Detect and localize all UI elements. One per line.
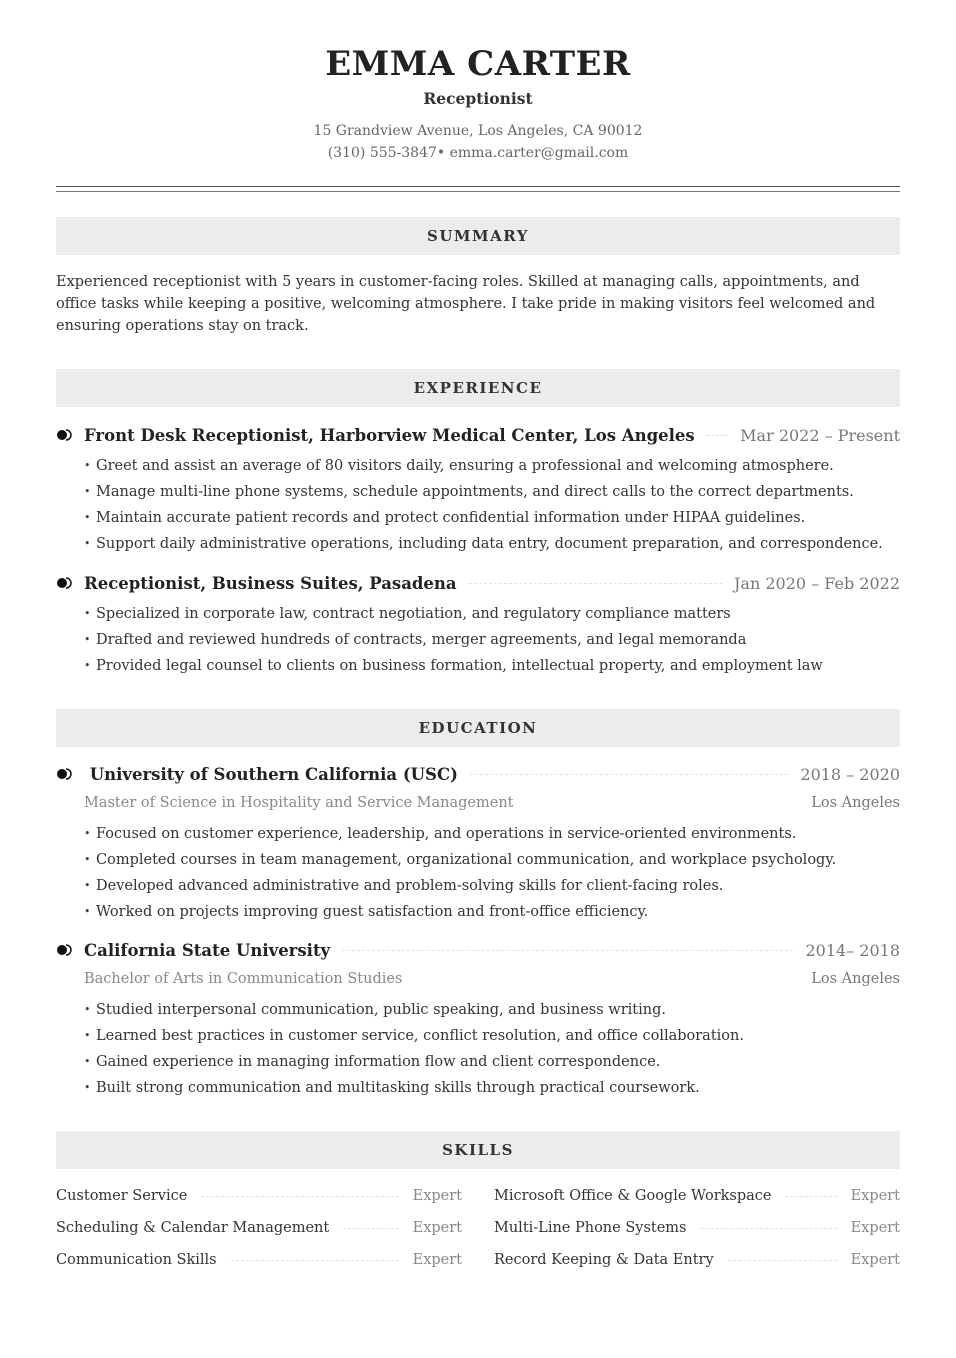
section-header-experience: EXPERIENCE xyxy=(56,369,900,407)
half-filled-circle-icon xyxy=(56,577,72,589)
header-divider-bottom xyxy=(56,191,900,192)
skill-name: Scheduling & Calendar Management xyxy=(56,1220,330,1236)
address: 15 Grandview Avenue, Los Angeles, CA 90012 xyxy=(313,123,643,139)
skill-row xyxy=(494,1217,900,1239)
experience-entry-2 xyxy=(56,571,900,595)
education-school: University of Southern California (USC) xyxy=(84,764,458,784)
dotted-leader xyxy=(343,1228,398,1229)
skill-level: Expert xyxy=(850,1220,900,1236)
dotted-leader xyxy=(701,1228,837,1229)
dotted-leader xyxy=(470,774,788,775)
list-item: • Manage multi-line phone systems, schedule appointments, and direct calls to the correct departments. xyxy=(84,479,900,505)
experience-date: Jan 2020 – Feb 2022 xyxy=(734,573,900,593)
dotted-leader xyxy=(342,950,793,951)
list-item: • Specialized in corporate law, contract negotiation, and regulatory compliance matters xyxy=(84,601,900,627)
skill-row xyxy=(494,1185,900,1207)
experience-title: Front Desk Receptionist, Harborview Medical Center, Los Angeles xyxy=(84,425,695,445)
education-school: California State University xyxy=(84,940,331,960)
candidate-name: EMMA CARTER xyxy=(325,44,631,84)
skill-name: Communication Skills xyxy=(56,1252,217,1268)
education-degree: Bachelor of Arts in Communication Studies xyxy=(84,971,403,987)
list-item: • Developed advanced administrative and problem-solving skills for client-facing roles. xyxy=(84,873,900,899)
skill-name: Customer Service xyxy=(56,1188,188,1204)
list-item: • Built strong communication and multitasking skills through practical coursework. xyxy=(84,1075,900,1101)
skill-level: Expert xyxy=(850,1252,900,1268)
list-item: • Provided legal counsel to clients on business formation, intellectual property, and employment law xyxy=(84,653,900,679)
skill-row xyxy=(494,1249,900,1271)
list-item: • Greet and assist an average of 80 visitors daily, ensuring a professional and welcoming atmosphere. xyxy=(84,453,900,479)
skill-name: Record Keeping & Data Entry xyxy=(494,1252,714,1268)
education-date: 2018 – 2020 xyxy=(800,764,900,784)
list-item: • Studied interpersonal communication, public speaking, and business writing. xyxy=(84,997,900,1023)
skill-row xyxy=(56,1249,462,1271)
education-degree: Master of Science in Hospitality and Service Management xyxy=(84,795,514,811)
skill-level: Expert xyxy=(412,1252,462,1268)
half-filled-circle-icon xyxy=(56,944,72,956)
list-item: • Focused on customer experience, leadership, and operations in service-oriented environments. xyxy=(84,821,900,847)
list-item: • Learned best practices in customer service, conflict resolution, and office collaboration. xyxy=(84,1023,900,1049)
section-header-skills: SKILLS xyxy=(56,1131,900,1169)
list-item: • Completed courses in team management, organizational communication, and workplace psychology. xyxy=(84,847,900,873)
dotted-leader xyxy=(201,1196,398,1197)
experience-1-bullets xyxy=(84,453,900,557)
list-item: • Worked on projects improving guest satisfaction and front-office efficiency. xyxy=(84,899,900,925)
list-item: • Drafted and reviewed hundreds of contracts, merger agreements, and legal memoranda xyxy=(84,627,900,653)
contact-line: (310) 555-3847• emma.carter@gmail.com xyxy=(327,145,629,161)
list-item: • Support daily administrative operations, including data entry, document preparation, and correspondence. xyxy=(84,531,900,557)
list-item: • Maintain accurate patient records and protect confidential information under HIPAA guidelines. xyxy=(84,505,900,531)
education-2-bullets xyxy=(84,997,900,1101)
skill-name: Multi-Line Phone Systems xyxy=(494,1220,687,1236)
section-header-summary: SUMMARY xyxy=(56,217,900,255)
dotted-leader xyxy=(785,1196,836,1197)
education-location: Los Angeles xyxy=(811,971,900,987)
education-1-bullets xyxy=(84,821,900,925)
dotted-leader xyxy=(231,1260,399,1261)
dotted-leader xyxy=(728,1260,837,1261)
education-2-subline xyxy=(84,971,900,987)
half-filled-circle-icon xyxy=(56,768,72,780)
list-item: • Gained experience in managing information flow and client correspondence. xyxy=(84,1049,900,1075)
header-divider-top xyxy=(56,186,900,187)
skill-name: Microsoft Office & Google Workspace xyxy=(494,1188,772,1204)
job-title: Receptionist xyxy=(423,89,533,108)
skill-level: Expert xyxy=(850,1188,900,1204)
education-1-subline xyxy=(84,795,900,811)
summary-text: Experienced receptionist with 5 years in customer-facing roles. Skilled at managing calls, appointments, and office tasks while keeping a positive, welcoming atmosphere. I take pride in making visitors feel welcomed and ensuring operations stay on track. xyxy=(56,274,876,334)
skill-level: Expert xyxy=(412,1188,462,1204)
experience-date: Mar 2022 – Present xyxy=(740,425,900,445)
skill-row xyxy=(56,1217,462,1239)
skill-row xyxy=(56,1185,462,1207)
education-entry-1 xyxy=(56,762,900,786)
section-header-education: EDUCATION xyxy=(56,709,900,747)
experience-title: Receptionist, Business Suites, Pasadena xyxy=(84,573,457,593)
skill-level: Expert xyxy=(412,1220,462,1236)
half-filled-circle-icon xyxy=(56,429,72,441)
education-entry-2 xyxy=(56,938,900,962)
education-location: Los Angeles xyxy=(811,795,900,811)
dotted-leader xyxy=(707,435,728,436)
experience-2-bullets xyxy=(84,601,900,679)
education-date: 2014– 2018 xyxy=(805,940,900,960)
dotted-leader xyxy=(469,583,722,584)
experience-entry-1 xyxy=(56,423,900,447)
